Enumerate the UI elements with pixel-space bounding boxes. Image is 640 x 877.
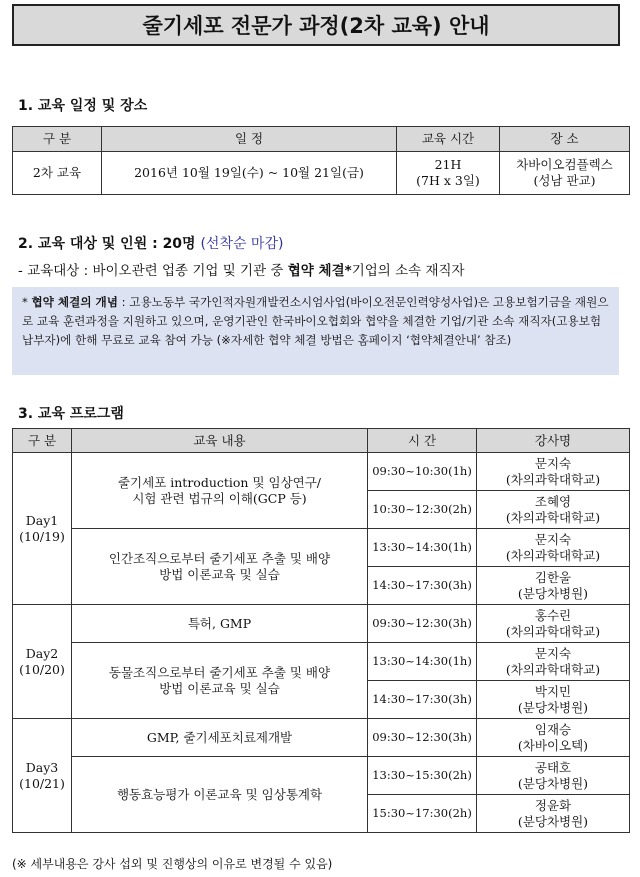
content-line: 행동효능평가 이론교육 및 임상통계학	[116, 786, 323, 802]
hours-cell	[397, 152, 500, 195]
content-line: 시험 관련 법규의 이해(GCP 등)	[132, 490, 307, 506]
day-cell	[13, 453, 72, 605]
schedule-cell: 2016년 10월 19일(수) ~ 10월 21일(금)	[102, 152, 397, 195]
instructor-name: 김한울	[534, 569, 572, 585]
schedule-table	[12, 126, 630, 195]
instructor-cell	[477, 453, 630, 491]
instructor-org: (차의과학대학교)	[505, 471, 601, 487]
table-row	[13, 529, 630, 567]
header-instructor: 강사명	[477, 429, 630, 453]
instructor-org: (차의과학대학교)	[505, 509, 601, 525]
header-schedule: 일 정	[102, 127, 397, 152]
note-prefix: *	[22, 295, 32, 309]
content-cell	[72, 605, 368, 643]
instructor-org: (차의과학대학교)	[505, 661, 601, 677]
instructor-name: 문지숙	[534, 455, 572, 471]
content-cell	[72, 643, 368, 719]
day-cell	[13, 719, 72, 833]
time-cell: 13:30~15:30(2h)	[368, 757, 477, 795]
instructor-name: 임재승	[534, 721, 572, 737]
header-time: 시 간	[368, 429, 477, 453]
time-cell: 13:30~14:30(1h)	[368, 529, 477, 567]
content-cell	[72, 453, 368, 529]
category-cell: 2차 교육	[13, 152, 102, 195]
instructor-org: (차바이오텍)	[517, 737, 589, 753]
page-title: 줄기세포 전문가 과정(2차 교육) 안내	[12, 4, 620, 46]
instructor-org: (분당차병원)	[517, 585, 589, 601]
content-line: 방법 이론교육 및 실습	[159, 566, 280, 582]
day-label: Day1	[25, 512, 59, 528]
instructor-cell	[477, 605, 630, 643]
section1-heading: 1. 교육 일정 및 장소	[18, 98, 148, 114]
content-cell	[72, 719, 368, 757]
time-cell: 10:30~12:30(2h)	[368, 491, 477, 529]
content-cell	[72, 757, 368, 833]
instructor-cell	[477, 529, 630, 567]
day-date: (10/19)	[19, 528, 65, 544]
time-cell: 13:30~14:30(1h)	[368, 643, 477, 681]
place-detail: (성남 판교)	[533, 173, 596, 188]
section3-heading: 3. 교육 프로그램	[18, 406, 124, 422]
instructor-name: 정윤화	[534, 797, 572, 813]
content-line: 방법 이론교육 및 실습	[159, 680, 280, 696]
table-row	[13, 152, 630, 195]
note-text: : 고용노동부 국가인적자원개발컨소시엄사업(바이오전문인력양성사업)은 고용보험기금을 재원으로 교육 훈련과정을 지원하고 있으며, 운영기관인 한국바이오협회와 협약을 체결한 기업/기관 소속 재직자(고용보험 납부자)에 한해 무료로 교육 참여 가능 (※자세한 협약 체결 방법은 홈페이지 ‘협약체결안내’ 참조)	[22, 295, 609, 347]
place-name: 차바이오컴플렉스	[516, 157, 613, 173]
table-row	[13, 757, 630, 795]
instructor-name: 공태호	[534, 759, 572, 775]
content-line: 특허, GMP	[187, 615, 252, 631]
target-suffix: 기업의 소속 재직자	[351, 263, 465, 279]
program-table	[12, 428, 630, 833]
table-header-row	[13, 429, 630, 453]
header-content: 교육 내용	[72, 429, 368, 453]
place-cell	[500, 152, 630, 195]
table-row	[13, 719, 630, 757]
header-hours: 교육 시간	[397, 127, 500, 152]
instructor-org: (차의과학대학교)	[505, 547, 601, 563]
target-bold: 협약 체결*	[287, 263, 352, 279]
instructor-cell	[477, 491, 630, 529]
header-category: 구 분	[13, 127, 102, 152]
instructor-org: (분당차병원)	[517, 813, 589, 829]
table-header-row	[13, 127, 630, 152]
footnote: (※ 세부내용은 강사 섭외 및 진행상의 이유로 변경될 수 있음)	[12, 857, 333, 871]
day-cell	[13, 605, 72, 719]
instructor-cell	[477, 643, 630, 681]
section2-heading-text: 2. 교육 대상 및 인원 : 20명	[18, 236, 201, 252]
instructor-name: 문지숙	[534, 531, 572, 547]
instructor-name: 문지숙	[534, 645, 572, 661]
instructor-org: (분당차병원)	[517, 775, 589, 791]
target-prefix: - 교육대상 : 바이오관련 업종 기업 및 기관 중	[18, 263, 288, 279]
day-date: (10/20)	[19, 661, 65, 677]
first-come-highlight: (선착순 마감)	[200, 236, 284, 252]
instructor-cell	[477, 681, 630, 719]
instructor-cell	[477, 795, 630, 833]
agreement-note	[12, 287, 619, 375]
instructor-org: (분당차병원)	[517, 699, 589, 715]
day-date: (10/21)	[19, 775, 65, 791]
table-row	[13, 605, 630, 643]
instructor-org: (차의과학대학교)	[505, 623, 601, 639]
header-place: 장 소	[500, 127, 630, 152]
time-cell: 09:30~12:30(3h)	[368, 605, 477, 643]
target-line	[18, 259, 465, 279]
content-line: GMP, 줄기세포치료제개발	[146, 729, 293, 745]
content-cell	[72, 529, 368, 605]
instructor-name: 박지민	[534, 683, 572, 699]
section2-heading	[18, 233, 283, 253]
content-line: 동물조직으로부터 줄기세포 추출 및 배양	[108, 664, 331, 680]
instructor-cell	[477, 719, 630, 757]
content-line: 인간조직으로부터 줄기세포 추출 및 배양	[108, 550, 331, 566]
instructor-cell	[477, 567, 630, 605]
note-bold: 협약 체결의 개념	[31, 295, 118, 309]
day-label: Day2	[25, 645, 59, 661]
hours-detail: (7H x 3일)	[416, 173, 480, 188]
time-cell: 09:30~12:30(3h)	[368, 719, 477, 757]
header-category: 구 분	[13, 429, 72, 453]
day-label: Day3	[25, 759, 59, 775]
table-row	[13, 643, 630, 681]
table-row	[13, 453, 630, 491]
content-line: 줄기세포 introduction 및 임상연구/	[117, 474, 322, 490]
time-cell: 14:30~17:30(3h)	[368, 681, 477, 719]
hours-total: 21H	[434, 157, 462, 173]
time-cell: 15:30~17:30(2h)	[368, 795, 477, 833]
instructor-name: 홍수린	[534, 607, 572, 623]
time-cell: 09:30~10:30(1h)	[368, 453, 477, 491]
instructor-cell	[477, 757, 630, 795]
time-cell: 14:30~17:30(3h)	[368, 567, 477, 605]
instructor-name: 조혜영	[534, 493, 572, 509]
